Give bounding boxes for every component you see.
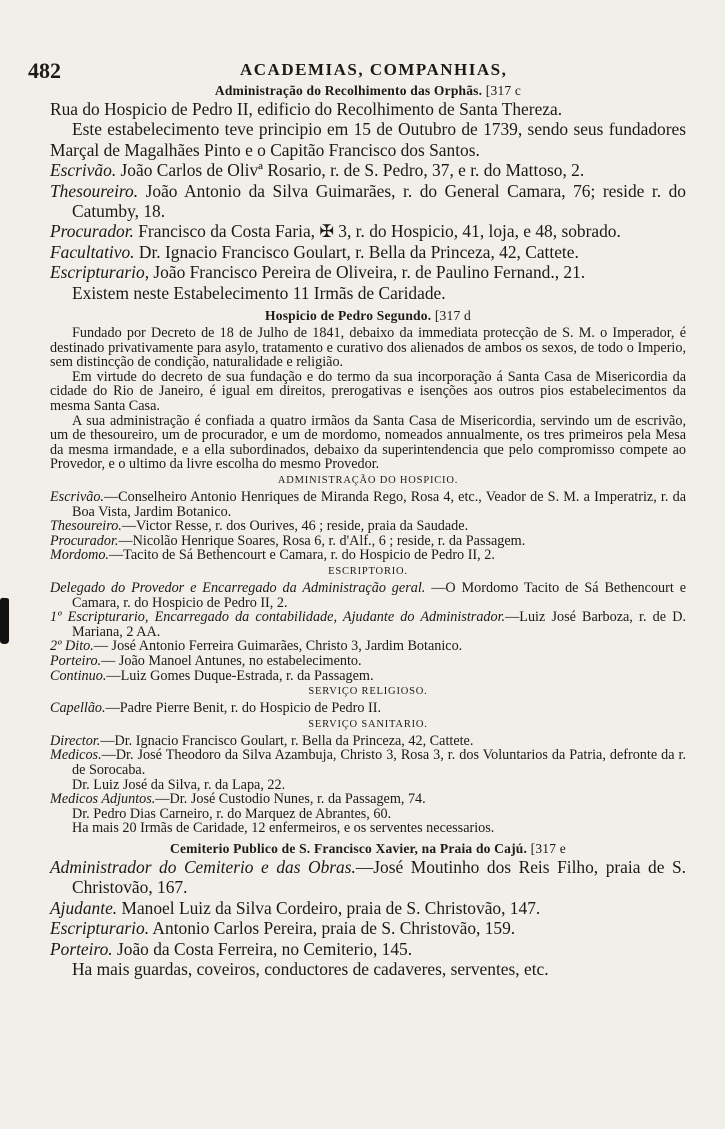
entry-role: Escripturario, (50, 262, 150, 283)
recolhimento-entry (50, 221, 686, 241)
hospicio-title-text: Hospicio de Pedro Segundo. (265, 308, 432, 324)
recolhimento-founding: Este estabelecimento teve principio em 15 de Outubro de 1739, sendo seus fundadores Marçal de Magalhães Pinto e o Capitão Francisco dos Santos. (50, 119, 686, 160)
recolhimento-ref: [317 c (485, 83, 522, 98)
entry-text: — José Antonio Ferreira Guimarães, Christo 3, Jardim Botanico. (93, 638, 463, 655)
entry-text: Francisco da Costa Faria, ✠ 3, r. do Hospicio, 41, loja, e 48, sobrado. (138, 221, 621, 242)
entry-text: João Antonio da Silva Guimarães, r. do General Camara, 76; reside r. do Catumby, 18. (72, 180, 686, 222)
entry-role: Medicos. (50, 747, 102, 764)
entry-role: Capellão. (50, 700, 106, 717)
entry-role: Facultativo. (50, 241, 135, 262)
recolhimento-section (50, 82, 686, 303)
entry-role: Ajudante. (50, 897, 118, 918)
page-number: 482 (28, 58, 61, 83)
recolhimento-title-text: Administração do Recolhimento das Orphãs. (214, 83, 483, 98)
cemiterio-entry (50, 939, 686, 959)
entry-role: Thesoureiro. (50, 518, 122, 535)
entry-role: Escrivão. (50, 160, 117, 181)
hospicio-note: Ha mais 20 Irmãs de Caridade, 12 enfermeiros, e os serventes necessarios. (72, 820, 495, 837)
entry-text: —José Moutinho dos Reis Filho, praia de S. Christovão, 167. (72, 856, 686, 898)
hospicio-ref: [317 d (434, 308, 471, 324)
entry-role: Delegado do Provedor e Encarregado da Administração geral. (50, 579, 426, 596)
entry-text: —Nicolão Henrique Soares, Rosa 6, r. d'Alf., 6 ; reside, r. da Passagem. (118, 532, 526, 549)
entry-role: Medicos Adjuntos. (50, 791, 156, 808)
health-entry (50, 792, 686, 807)
entry-text: —Tacito de Sá Bethencourt e Camara, r. do Hospicio de Pedro II, 2. (108, 547, 495, 564)
running-title: ACADEMIAS, COMPANHIAS, (240, 60, 508, 79)
recolhimento-entries (50, 160, 686, 282)
entry-text: —Dr. José Theodoro da Silva Azambuja, Christo 3, Rosa 3, r. dos Voluntarios da Patria, defronte da r. de Sorocaba. (72, 747, 686, 778)
religious-entry (50, 701, 686, 716)
admin-heading: ADMINISTRAÇÃO DO HOSPICIO. (277, 475, 459, 486)
admin-entry (50, 534, 686, 549)
entry-text: —Dr. José Custodio Nunes, r. da Passagem, 74. (155, 791, 426, 808)
hospicio-paragraph: A sua administração é confiada a quatro irmãos da Santa Casa de Misericordia, servindo um de escrivão, um de thesoureiro, um de procurador, e um de mordomo, nomeados annualmente, os tres primeiros pela Mesa da mesma irmandade, e a ella subordinados, debaixo da superintendencia que pelo compromisso compete ao Provedor, e o ultimo da livre escolha do mesmo Provedor. (50, 412, 686, 473)
entry-text: Antonio Carlos Pereira, praia de S. Christovão, 159. (149, 918, 516, 939)
hospicio-title (50, 307, 686, 324)
cemiterio-entry (50, 898, 686, 918)
entry-text: João da Costa Ferreira, no Cemiterio, 145. (112, 938, 413, 959)
recolhimento-entry (50, 160, 686, 180)
cemiterio-entry (50, 857, 686, 898)
office-entry (50, 610, 686, 639)
cemiterio-title (50, 840, 686, 857)
page (28, 58, 686, 979)
entry-role: 1º Escripturario, Encarregado da contabilidade, Ajudante do Administrador. (50, 609, 506, 626)
entry-role: Porteiro. (50, 938, 113, 959)
entry-role: Procurador. (50, 532, 119, 549)
recolhimento-entry (50, 181, 686, 222)
admin-entry (50, 519, 686, 534)
office-entry (50, 639, 686, 654)
recolhimento-note: Existem neste Estabelecimento 11 Irmãs de Caridade. (72, 282, 446, 303)
recolhimento-title (50, 82, 686, 99)
margin-ink-mark (0, 598, 9, 645)
entry-text: Manoel Luiz da Silva Cordeiro, praia de S. Christovão, 147. (117, 897, 541, 918)
health-entry (50, 807, 686, 822)
cemiterio-section (50, 840, 686, 979)
entry-role: Escripturario. (50, 918, 150, 939)
cemiterio-ref: [317 e (530, 840, 566, 856)
office-entry (50, 581, 686, 610)
entry-text: —Luiz Gomes Duque-Estrada, r. da Passagem. (106, 667, 374, 684)
entry-text: — João Manoel Antunes, no estabelecimento. (101, 652, 362, 669)
office-heading: ESCRIPTORIO. (328, 565, 408, 577)
entry-text: João Francisco Pereira de Oliveira, r. de Paulino Fernand., 21. (153, 262, 586, 283)
entry-text: —Luiz José Barboza, r. de D. Mariana, 2 AA. (72, 609, 686, 640)
entry-role: Director. (50, 732, 101, 749)
health-entry (50, 748, 686, 777)
entry-role: Escrivão. (50, 489, 104, 505)
cemiterio-note: Ha mais guardas, coveiros, conductores de cadaveres, serventes, etc. (72, 958, 549, 979)
entry-role: Procurador. (50, 221, 134, 242)
running-header (28, 58, 686, 83)
entry-text: Dr. Luiz José da Silva, r. da Lapa, 22. (72, 776, 286, 793)
entry-text: —Victor Resse, r. dos Ourives, 46 ; reside, praia da Saudade. (121, 518, 469, 535)
office-entry (50, 654, 686, 669)
entry-role: 2º Dito. (50, 638, 94, 655)
entry-role: Thesoureiro. (50, 180, 139, 201)
entry-text: —Dr. Ignacio Francisco Goulart, r. Bella da Princeza, 42, Cattete. (100, 732, 474, 749)
entry-text: —O Mordomo Tacito de Sá Bethencourt e Camara, r. do Hospicio de Pedro II, 2. (72, 579, 686, 611)
health-heading: SERVIÇO SANITARIO. (308, 718, 428, 730)
entry-text: João Carlos de Olivª Rosario, r. de S. Pedro, 37, e r. do Mattoso, 2. (120, 160, 585, 181)
entry-text: Dr. Pedro Dias Carneiro, r. do Marquez de Abrantes, 60. (72, 805, 392, 822)
admin-entry (50, 548, 686, 563)
entry-text: —Padre Pierre Benit, r. do Hospicio de Pedro II. (105, 700, 381, 717)
recolhimento-entry (50, 262, 686, 282)
hospicio-section (50, 307, 686, 836)
health-entry (50, 778, 686, 793)
recolhimento-address: Rua do Hospicio de Pedro II, edificio do Recolhimento de Santa Thereza. (50, 99, 563, 119)
religious-heading: SERVIÇO RELIGIOSO. (308, 686, 428, 698)
office-entry (50, 669, 686, 684)
cemiterio-title-text: Cemiterio Publico de S. Francisco Xavier, na Praia do Cajú. (170, 840, 528, 856)
hospicio-paragraph: Fundado por Decreto de 18 de Julho de 1841, debaixo da immediata protecção de S. M. o Imperador, é destinado privativamente para asylo, tratamento e curativo dos alienados de ambos os sexos, de todo o Imperio, sem distincção de condição, naturalidade e religião. (50, 325, 686, 371)
hospicio-paragraph: Em virtude do decreto de sua fundação e do termo da sua incorporação á Santa Casa de Misericordia da cidade do Rio de Janeiro, é igual em direitos, prerogativas e isenções aos outros pios estabelecimentos da mesma Santa Casa. (50, 368, 686, 415)
recolhimento-entry (50, 242, 686, 262)
entry-text: Dr. Ignacio Francisco Goulart, r. Bella da Princeza, 42, Cattete. (138, 241, 579, 262)
admin-entry (50, 490, 686, 519)
cemiterio-entry (50, 918, 686, 938)
entry-role: Porteiro. (50, 652, 102, 669)
entry-role: Continuo. (50, 667, 107, 684)
entry-role: Administrador do Cemiterio e das Obras. (50, 856, 356, 877)
entry-role: Mordomo. (50, 547, 109, 564)
health-entry (50, 734, 686, 749)
entry-text: —Conselheiro Antonio Henriques de Miranda Rego, Rosa 4, etc., Veador de S. M. a Imperatriz, r. da Boa Vista, Jardim Botanico. (72, 489, 686, 520)
